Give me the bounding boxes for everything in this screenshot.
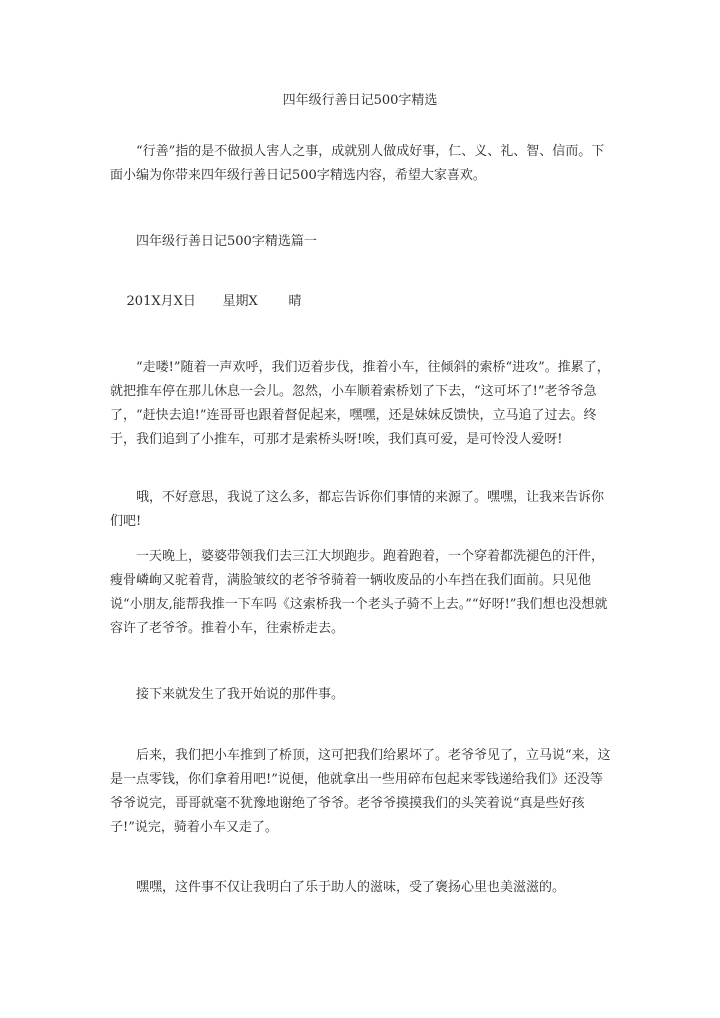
document-title: 四年级行善日记500字精选 xyxy=(282,93,438,108)
date-line xyxy=(110,275,302,329)
diary-weekday: 星期X xyxy=(222,294,258,309)
diary-weather: 晴 xyxy=(288,294,302,309)
section-heading: 四年级行善日记500字精选篇一 xyxy=(136,234,317,249)
body-paragraph: 哦，不好意思，我说了这么多，都忘告诉你们事情的来源了。嘿嘿，让我来告诉你们吧! xyxy=(110,490,605,529)
body-paragraph: “走喽!”随着一声欢呼，我们迈着步伐，推着小车，往倾斜的索桥“进攻”。推累了，就把推车停在那儿休息一会儿。忽然，小车顺着索桥划了下去，“这可坏了!”老爷爷急了，“赶快去追!”连哥哥也跟着督促起来，嘿嘿，还是妹妹反馈快，立马追了过去。终于，我们追到了小推车，可那才是索桥头呀!唉，我们真可爱，是可怜没人爱呀! xyxy=(110,360,610,447)
body-paragraph: 接下来就发生了我开始说的那件事。 xyxy=(136,687,345,702)
diary-date: 201X月X日 xyxy=(126,294,196,309)
intro-paragraph: “行善”指的是不做损人害人之事，成就别人做成好事，仁、义、礼、智、信而。下面小编为你带来四年级行善日记500字精选内容，希望大家喜欢。 xyxy=(110,144,605,183)
body-paragraph: 嘿嘿，这件事不仅让我明白了乐于助人的滋味，受了褒扬心里也美滋滋的。 xyxy=(136,880,566,895)
body-paragraph: 后来，我们把小车推到了桥顶，这可把我们给累坏了。老爷爷见了，立马说“来，这是一点零钱，你们拿着用吧!”说便，他就拿出一些用碎布包起来零钱递给我们》还没等爷爷说完，哥哥就毫不犹豫地谢绝了爷爷。老爷爷摸摸我们的头笑着说“真是些好孩子!”说完，骑着小车又走了。 xyxy=(110,748,611,835)
body-paragraph: 一天晚上，婆婆带领我们去三江大坝跑步。跑着跑着，一个穿着都洗褪色的汗件，瘦骨嶙峋又驼着背，满脸皱纹的老爷爷骑着一辆收废品的小车挡在我们面前。只见他说“小朋友,能帮我推一下车吗《这索桥我一个老头子骑不上去。”“好呀!”我们想也没想就容许了老爷爷。推着小车，往索桥走去。 xyxy=(110,549,608,636)
